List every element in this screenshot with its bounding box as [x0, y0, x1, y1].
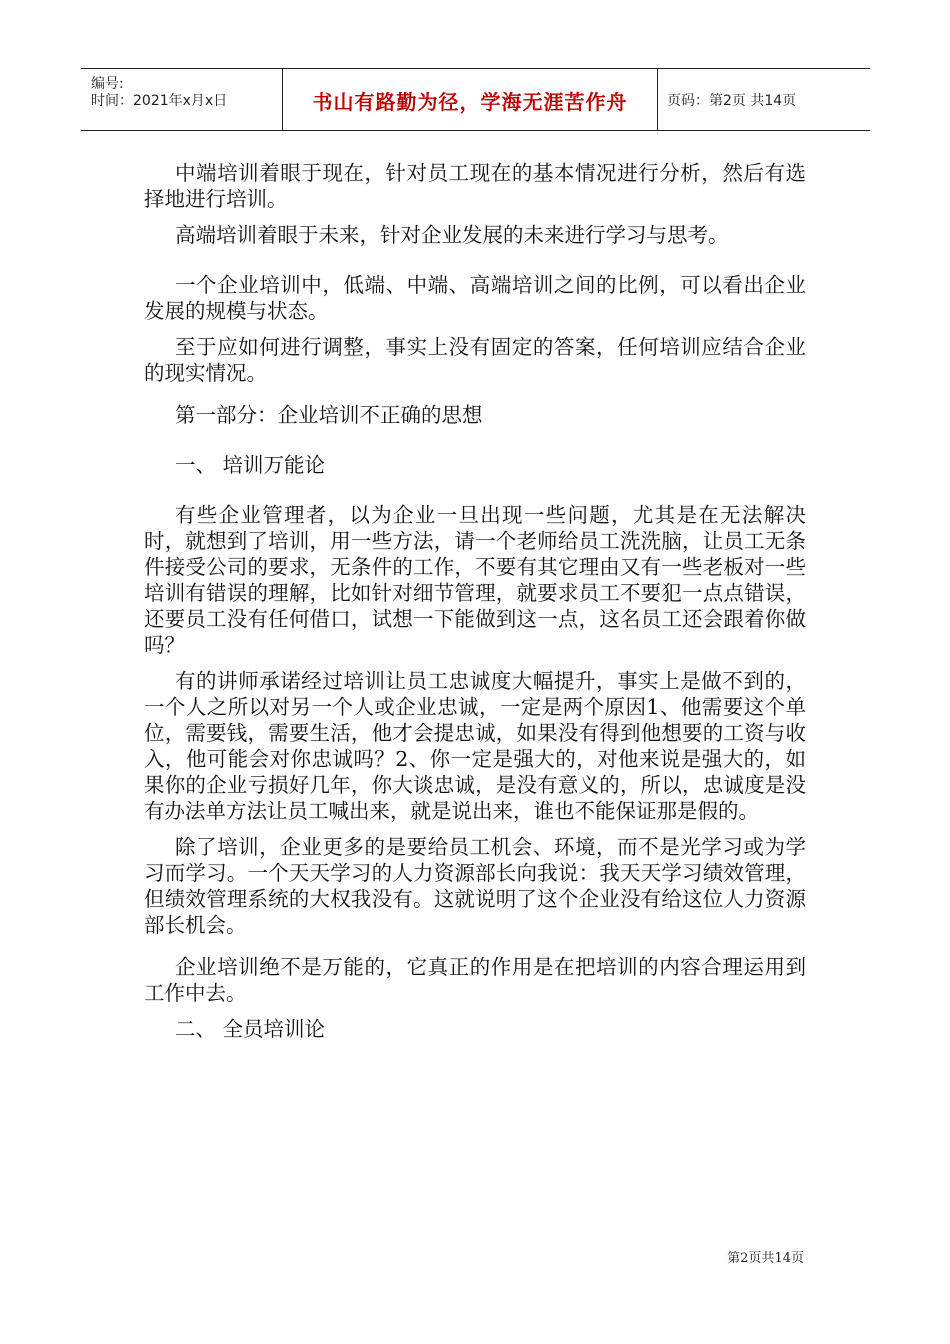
subsection-heading: 二、 全员培训论: [175, 1017, 326, 1041]
header-motto: 书山有路勤为径，学海无涯苦作舟: [312, 90, 628, 114]
page-footer: 第2页共14页: [727, 1251, 804, 1266]
body-paragraph: 除了培训，企业更多的是要给员工机会、环境，而不是光学习或为学习而学习。一个天天学习的人力资源部长向我说：我天天学习绩效管理，但绩效管理系统的大权我没有。这就说明了这个企业没有给这位人力资源部长机会。: [144, 835, 806, 937]
section-heading: 第一部分：企业培训不正确的思想: [175, 403, 483, 427]
body-paragraph: 有的讲师承诺经过培训让员工忠诚度大幅提升，事实上是做不到的，一个人之所以对另一个人或企业忠诚，一定是两个原因1、他需要这个单位，需要钱，需要生活，他才会提忠诚，如果没有得到他想要的工资与收入，他可能会对你忠诚吗？2、你一定是强大的，对他来说是强大的，如果你的企业亏损好几年，你大谈忠诚，是没有意义的，所以，忠诚度是没有办法单方法让员工喊出来，就是说出来，谁也不能保证那是假的。: [144, 669, 806, 823]
header-page-info: 页码：第2页 共14页: [667, 93, 797, 109]
document-number-label: 编号:: [91, 76, 124, 92]
header-motto-cell: [282, 69, 658, 130]
body-paragraph: 高端培训着眼于未来，针对企业发展的未来进行学习与思考。: [175, 223, 729, 247]
subsection-heading: 一、 培训万能论: [175, 453, 326, 477]
header-page-cell: [657, 69, 870, 130]
document-body: [144, 160, 806, 1042]
header-meta-cell: [81, 69, 282, 130]
body-paragraph: 企业培训绝不是万能的，它真正的作用是在把培训的内容合理运用到工作中去。: [144, 955, 806, 1005]
body-paragraph: 一个企业培训中，低端、中端、高端培训之间的比例，可以看出企业发展的规模与状态。: [144, 273, 806, 323]
body-paragraph: 有些企业管理者，以为企业一旦出现一些问题，尤其是在无法解决时，就想到了培训，用一些方法，请一个老师给员工洗洗脑，让员工无条件接受公司的要求，无条件的工作，不要有其它理由又有一些老板对一些培训有错误的理解，比如针对细节管理，就要求员工不要犯一点点错误，还要员工没有任何借口，试想一下能做到这一点，这名员工还会跟着你做吗？: [144, 503, 806, 657]
body-paragraph: 中端培训着眼于现在，针对员工现在的基本情况进行分析，然后有选择地进行培训。: [144, 161, 806, 211]
body-paragraph: 至于应如何进行调整，事实上没有固定的答案，任何培训应结合企业的现实情况。: [144, 335, 806, 385]
page-header: [81, 68, 870, 131]
document-date-label: 时间：2021年x月x日: [91, 93, 228, 109]
